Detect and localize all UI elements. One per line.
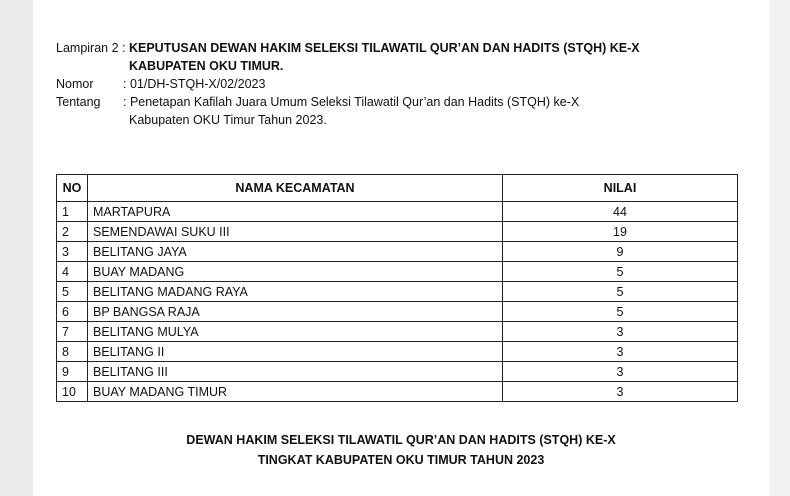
table-row (57, 342, 738, 362)
row-value: 5 (503, 282, 738, 302)
document-header (56, 39, 640, 129)
tentang-row (56, 93, 640, 111)
row-value: 9 (503, 242, 738, 262)
row-no: 7 (57, 322, 88, 342)
table-row (57, 382, 738, 402)
row-name: BELITANG III (88, 362, 503, 382)
lampiran-row (56, 39, 640, 57)
table-row (57, 302, 738, 322)
row-value: 5 (503, 302, 738, 322)
row-name: BUAY MADANG (88, 262, 503, 282)
row-no: 3 (57, 242, 88, 262)
viewer-gutter (769, 0, 790, 496)
row-value: 5 (503, 262, 738, 282)
row-value: 3 (503, 362, 738, 382)
table-row (57, 262, 738, 282)
row-no: 1 (57, 202, 88, 222)
table-row (57, 362, 738, 382)
row-value: 3 (503, 322, 738, 342)
row-name: BELITANG II (88, 342, 503, 362)
results-table (56, 174, 738, 402)
lampiran-title-line2: KABUPATEN OKU TIMUR. (129, 59, 284, 73)
row-no: 9 (57, 362, 88, 382)
row-name: SEMENDAWAI SUKU III (88, 222, 503, 242)
row-name: BELITANG JAYA (88, 242, 503, 262)
lampiran-row-2 (56, 57, 640, 75)
row-no: 8 (57, 342, 88, 362)
table-row (57, 282, 738, 302)
column-header-no: NO (57, 175, 88, 202)
row-name: BELITANG MULYA (88, 322, 503, 342)
row-no: 5 (57, 282, 88, 302)
row-no: 10 (57, 382, 88, 402)
row-value: 19 (503, 222, 738, 242)
lampiran-label: Lampiran 2 : (56, 41, 126, 55)
row-name: BUAY MADANG TIMUR (88, 382, 503, 402)
tentang-value: : Penetapan Kafilah Juara Umum Seleksi Tilawatil Qur’an dan Hadits (STQH) ke-X (123, 95, 580, 109)
row-value: 44 (503, 202, 738, 222)
row-name: MARTAPURA (88, 202, 503, 222)
row-no: 2 (57, 222, 88, 242)
tentang-label: Tentang (56, 95, 101, 109)
table-row (57, 242, 738, 262)
nomor-row (56, 75, 640, 93)
document-footer (33, 430, 769, 470)
lampiran-title: KEPUTUSAN DEWAN HAKIM SELEKSI TILAWATIL QUR’AN DAN HADITS (STQH) KE-X (128, 41, 640, 55)
row-no: 6 (57, 302, 88, 322)
table-row (57, 202, 738, 222)
nomor-label: Nomor (56, 77, 94, 91)
footer-line-1: DEWAN HAKIM SELEKSI TILAWATIL QUR’AN DAN HADITS (STQH) KE-X (186, 433, 616, 447)
column-header-name: NAMA KECAMATAN (88, 175, 503, 202)
row-name: BP BANGSA RAJA (88, 302, 503, 322)
nomor-value: : 01/DH-STQH-X/02/2023 (123, 77, 266, 91)
column-header-value: NILAI (503, 175, 738, 202)
row-value: 3 (503, 342, 738, 362)
row-value: 3 (503, 382, 738, 402)
table-row (57, 322, 738, 342)
row-name: BELITANG MADANG RAYA (88, 282, 503, 302)
table-row (57, 222, 738, 242)
footer-line-2: TINGKAT KABUPATEN OKU TIMUR TAHUN 2023 (257, 453, 545, 467)
table-header-row (57, 175, 738, 202)
tentang-row-2 (56, 111, 640, 129)
row-no: 4 (57, 262, 88, 282)
tentang-value-line2: Kabupaten OKU Timur Tahun 2023. (129, 113, 327, 127)
